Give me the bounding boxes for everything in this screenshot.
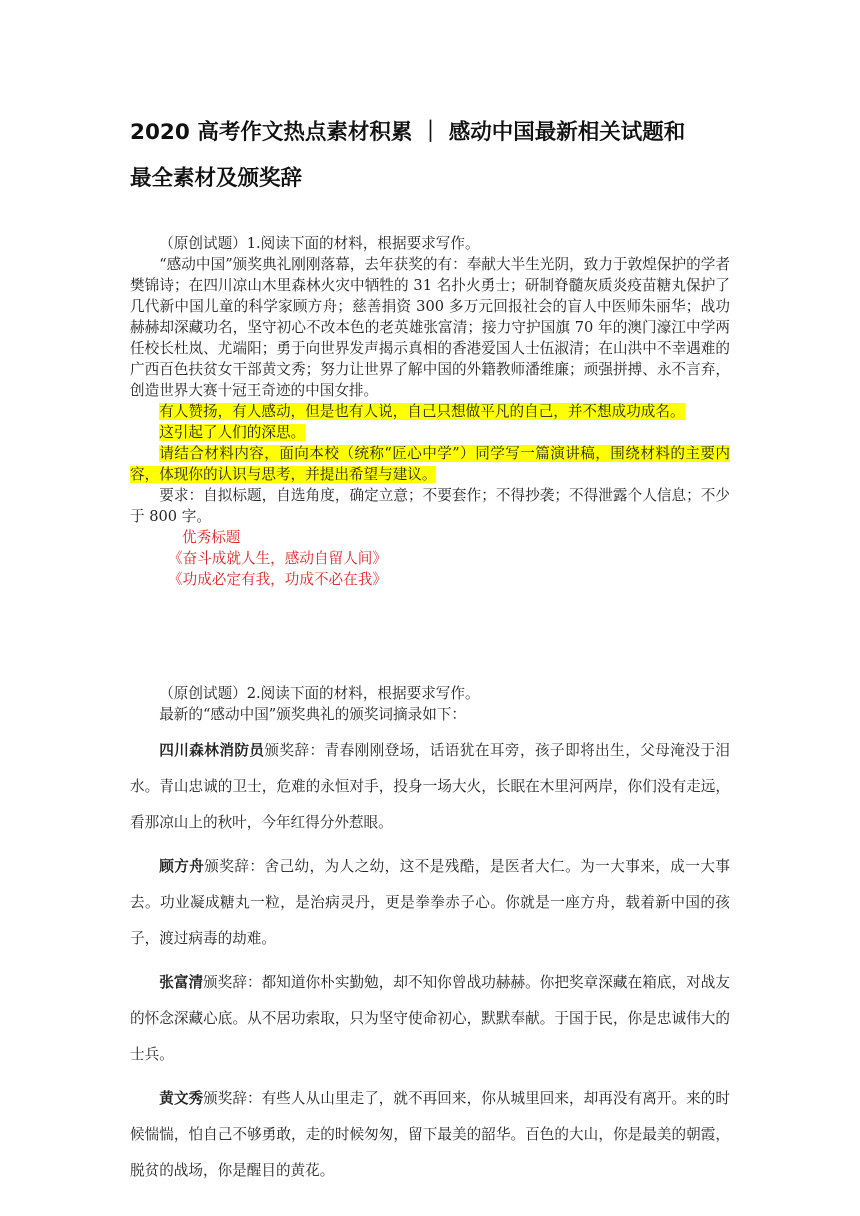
q1-requirement: 要求：自拟标题，自选角度，确定立意；不要套作；不得抄袭；不得泄露个人信息；不少于 800 字。	[130, 487, 730, 525]
award-citation	[130, 849, 730, 957]
q1-highlight-1	[130, 401, 730, 422]
q1-highlight-3	[130, 443, 730, 485]
award-text: 颁奖辞：青春刚刚登场，话语犹在耳旁，孩子即将出生，父母淹没于泪水。青山忠诚的卫士，危难的永恒对手，投身一场大火，长眠在木里河两岸，你们没有走远，看那凉山上的秋叶，今年红得分外惹眼。	[130, 742, 730, 831]
q2-intro: （原创试题）2.阅读下面的材料，根据要求写作。	[159, 685, 480, 702]
award-name: 黄文秀	[159, 1090, 204, 1107]
q1-highlight-2	[130, 422, 730, 443]
award-citation	[130, 733, 730, 841]
award-name: 四川森林消防员	[159, 742, 265, 759]
question-2-section	[130, 683, 730, 1189]
good-titles-label: 优秀标题	[182, 529, 241, 546]
good-title-1: 《奋斗成就人生，感动自留人间》	[168, 550, 387, 567]
q1-highlight-1-text: 有人赞扬，有人感动，但是也有人说，自己只想做平凡的自己，并不想成功成名。	[159, 403, 685, 420]
award-citation	[130, 965, 730, 1073]
title-line-1: 2020 高考作文热点素材积累 ｜ 感动中国最新相关试题和	[130, 120, 686, 145]
title-line-2: 最全素材及颁奖辞	[130, 166, 303, 191]
q1-material: “感动中国”颁奖典礼刚刚落幕，去年获奖的有：奉献大半生光阴，致力于敦煌保护的学者樊锦诗；在四川凉山木里森林火灾中牺牲的 31 名扑火勇士；研制脊髓灰质炎疫苗糖丸保护了几代新中国儿童的科学家顾方舟；慈善捐资 300 多万元回报社会的盲人中医师朱丽华；战功赫赫却深藏功名，坚守初心不改本色的老英雄张富清；接力守护国旗 70 年的澳门濠江中学两任校长杜岚、尤端阳；勇于向世界发声揭示真相的香港爱国人士伍淑清；在山洪中不幸遇难的广西百色扶贫女干部黄文秀；努力让世界了解中国的外籍教师潘维廉；顽强拼搏、永不言弃，创造世界大赛十冠王奇迹的中国女排。	[130, 256, 730, 399]
award-name: 顾方舟	[159, 858, 205, 875]
q1-intro: （原创试题）1.阅读下面的材料，根据要求写作。	[159, 235, 480, 252]
award-citation	[130, 1081, 730, 1189]
award-name: 张富清	[159, 974, 204, 991]
q1-highlight-2-text: 这引起了人们的深思。	[159, 424, 306, 441]
q2-lead: 最新的“感动中国”颁奖典礼的颁奖词摘录如下：	[159, 706, 466, 723]
q1-highlight-3-text: 请结合材料内容，面向本校（统称“匠心中学”）同学写一篇演讲稿，围绕材料的主要内容，体现你的认识与思考，并提出希望与建议。	[130, 445, 730, 483]
award-text: 颁奖辞：都知道你朴实勤勉，却不知你曾战功赫赫。你把奖章深藏在箱底，对战友的怀念深藏心底。从不居功索取，只为坚守使命初心，默默奉献。于国于民，你是忠诚伟大的士兵。	[130, 974, 730, 1063]
question-1-section	[130, 233, 730, 590]
award-text: 颁奖辞：有些人从山里走了，就不再回来，你从城里回来，却再没有离开。来的时候惴惴，怕自己不够勇敢，走的时候匆匆，留下最美的韶华。百色的大山，你是最美的朝霞，脱贫的战场，你是醒目的黄花。	[130, 1090, 730, 1179]
good-title-2: 《功成必定有我，功成不必在我》	[168, 571, 387, 588]
document-title	[130, 110, 730, 202]
award-text: 颁奖辞：舍己幼，为人之幼，这不是残酷，是医者大仁。为一大事来，成一大事去。功业凝成糖丸一粒，是治病灵丹，更是拳拳赤子心。你就是一座方舟，载着新中国的孩子，渡过病毒的劫难。	[130, 858, 730, 947]
